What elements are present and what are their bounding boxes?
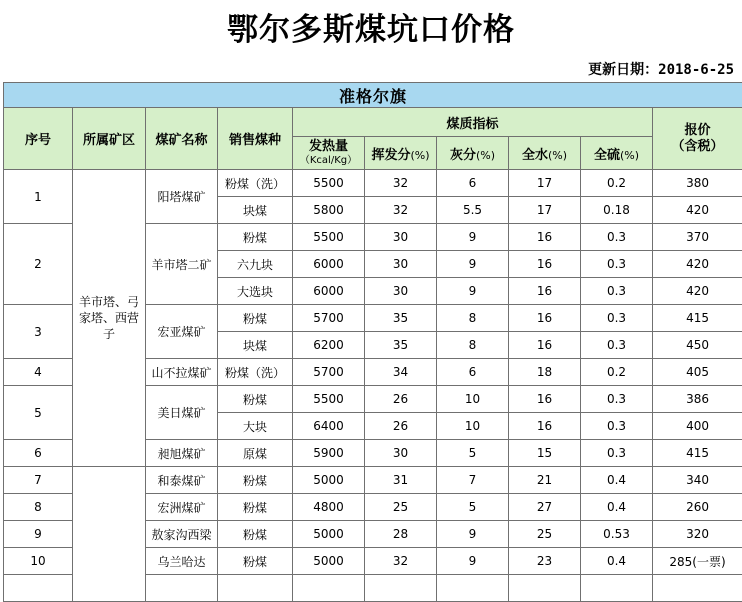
cell-seq: 6 (4, 440, 73, 467)
cell-sulfur: 0.2 (581, 170, 653, 197)
cell-moisture: 21 (509, 467, 581, 494)
cell-coal: 粉煤 (218, 386, 293, 413)
cell-moisture: 16 (509, 386, 581, 413)
cell-moisture: 16 (509, 224, 581, 251)
header-volatile-unit: (%) (410, 149, 429, 162)
cell-coal: 大选块 (218, 278, 293, 305)
cell-coal: 大块 (218, 413, 293, 440)
cell-price: 415 (653, 305, 742, 332)
cell-sulfur: 0.4 (581, 467, 653, 494)
header-ash (437, 137, 509, 170)
header-calorific-unit: （Kcal/Kg） (293, 155, 364, 167)
price-table (3, 82, 742, 602)
price-table-container (3, 82, 742, 602)
cell-calorific: 5000 (293, 521, 365, 548)
cell-seq (4, 575, 73, 602)
cell-sulfur: 0.2 (581, 359, 653, 386)
cell-mine: 昶旭煤矿 (146, 440, 218, 467)
cell-moisture: 27 (509, 494, 581, 521)
cell-sulfur: 0.3 (581, 440, 653, 467)
cell-sulfur: 0.53 (581, 521, 653, 548)
cell-coal: 粉煤 (218, 467, 293, 494)
cell-coal: 粉煤（洗） (218, 359, 293, 386)
region-row (4, 83, 742, 108)
cell-volatile: 35 (365, 332, 437, 359)
cell-calorific: 6000 (293, 278, 365, 305)
cell-ash: 5 (437, 440, 509, 467)
cell-coal: 粉煤 (218, 494, 293, 521)
header-ash-unit: (%) (476, 149, 495, 162)
update-label: 更新日期： (588, 62, 658, 78)
cell-price: 380 (653, 170, 742, 197)
cell-volatile: 28 (365, 521, 437, 548)
cell-moisture: 23 (509, 548, 581, 575)
cell-volatile: 30 (365, 251, 437, 278)
cell-price: 260 (653, 494, 742, 521)
header-coal: 销售煤种 (218, 108, 293, 170)
header-sulfur-unit: (%) (620, 149, 639, 162)
page-title: 鄂尔多斯煤坑口价格 (0, 10, 742, 50)
cell-calorific: 5800 (293, 197, 365, 224)
cell-seq: 1 (4, 170, 73, 224)
cell-area: 羊市塔、弓家塔、西营子 (73, 170, 146, 467)
cell-sulfur: 0.3 (581, 278, 653, 305)
cell-ash: 8 (437, 332, 509, 359)
cell-price: 370 (653, 224, 742, 251)
cell-mine (146, 575, 218, 602)
header-sulfur (581, 137, 653, 170)
cell-volatile (365, 575, 437, 602)
header-ash-label: 灰分 (450, 148, 476, 163)
cell-sulfur: 0.3 (581, 224, 653, 251)
cell-ash: 6 (437, 359, 509, 386)
cell-price: 340 (653, 467, 742, 494)
cell-sulfur: 0.3 (581, 413, 653, 440)
cell-ash: 7 (437, 467, 509, 494)
cell-coal: 粉煤 (218, 521, 293, 548)
cell-ash: 5 (437, 494, 509, 521)
cell-calorific: 5000 (293, 467, 365, 494)
cell-moisture: 16 (509, 332, 581, 359)
update-date (588, 61, 734, 79)
cell-sulfur: 0.3 (581, 305, 653, 332)
header-area: 所属矿区 (73, 108, 146, 170)
header-price (653, 108, 742, 170)
header-volatile-label: 挥发分 (371, 148, 410, 163)
cell-sulfur: 0.3 (581, 332, 653, 359)
header-row-1 (4, 108, 742, 137)
cell-volatile: 30 (365, 440, 437, 467)
header-price-label: 报价 (653, 123, 742, 139)
cell-calorific: 6000 (293, 251, 365, 278)
table-row (4, 170, 742, 197)
cell-ash (437, 575, 509, 602)
cell-calorific: 5500 (293, 170, 365, 197)
cell-seq: 2 (4, 224, 73, 305)
cell-volatile: 30 (365, 224, 437, 251)
cell-moisture: 16 (509, 413, 581, 440)
header-calorific (293, 137, 365, 170)
cell-sulfur: 0.3 (581, 386, 653, 413)
cell-volatile: 26 (365, 386, 437, 413)
cell-calorific: 6200 (293, 332, 365, 359)
cell-seq: 7 (4, 467, 73, 494)
cell-sulfur: 0.3 (581, 251, 653, 278)
cell-price: 450 (653, 332, 742, 359)
cell-moisture: 15 (509, 440, 581, 467)
header-price-note: （含税） (653, 139, 742, 155)
header-moisture (509, 137, 581, 170)
cell-calorific: 5000 (293, 548, 365, 575)
cell-area (73, 467, 146, 602)
cell-price (653, 575, 742, 602)
cell-price: 420 (653, 251, 742, 278)
cell-ash: 9 (437, 521, 509, 548)
cell-calorific: 6400 (293, 413, 365, 440)
cell-volatile: 26 (365, 413, 437, 440)
cell-mine: 和泰煤矿 (146, 467, 218, 494)
cell-seq: 5 (4, 386, 73, 440)
cell-sulfur: 0.18 (581, 197, 653, 224)
cell-calorific: 5500 (293, 224, 365, 251)
header-calorific-label: 发热量 (293, 139, 364, 155)
cell-moisture: 16 (509, 278, 581, 305)
cell-price: 285(一票) (653, 548, 742, 575)
cell-price: 420 (653, 278, 742, 305)
header-moisture-unit: (%) (548, 149, 567, 162)
update-date-value: 2018-6-25 (658, 62, 734, 78)
cell-calorific: 5700 (293, 305, 365, 332)
cell-ash: 9 (437, 278, 509, 305)
cell-coal: 块煤 (218, 197, 293, 224)
cell-mine: 乌兰哈达 (146, 548, 218, 575)
cell-price: 405 (653, 359, 742, 386)
cell-volatile: 35 (365, 305, 437, 332)
cell-moisture: 18 (509, 359, 581, 386)
header-seq: 序号 (4, 108, 73, 170)
cell-coal: 六九块 (218, 251, 293, 278)
cell-moisture: 16 (509, 305, 581, 332)
cell-volatile: 25 (365, 494, 437, 521)
cell-seq: 8 (4, 494, 73, 521)
cell-seq: 10 (4, 548, 73, 575)
cell-seq: 9 (4, 521, 73, 548)
cell-ash: 9 (437, 224, 509, 251)
region-title: 准格尔旗 (4, 83, 742, 108)
cell-volatile: 32 (365, 548, 437, 575)
cell-coal: 粉煤 (218, 305, 293, 332)
cell-volatile: 31 (365, 467, 437, 494)
cell-calorific: 4800 (293, 494, 365, 521)
cell-price: 386 (653, 386, 742, 413)
cell-seq: 4 (4, 359, 73, 386)
cell-calorific: 5500 (293, 386, 365, 413)
cell-volatile: 30 (365, 278, 437, 305)
cell-ash: 9 (437, 548, 509, 575)
header-volatile (365, 137, 437, 170)
cell-moisture: 16 (509, 251, 581, 278)
cell-moisture (509, 575, 581, 602)
cell-coal: 原煤 (218, 440, 293, 467)
cell-ash: 6 (437, 170, 509, 197)
cell-mine: 山不拉煤矿 (146, 359, 218, 386)
cell-volatile: 32 (365, 170, 437, 197)
cell-seq: 3 (4, 305, 73, 359)
header-moisture-label: 全水 (522, 148, 548, 163)
cell-sulfur: 0.4 (581, 548, 653, 575)
cell-mine: 阳塔煤矿 (146, 170, 218, 224)
cell-sulfur (581, 575, 653, 602)
cell-price: 420 (653, 197, 742, 224)
cell-coal: 粉煤（洗） (218, 170, 293, 197)
cell-calorific (293, 575, 365, 602)
cell-price: 400 (653, 413, 742, 440)
cell-ash: 10 (437, 413, 509, 440)
cell-ash: 8 (437, 305, 509, 332)
cell-mine: 宏洲煤矿 (146, 494, 218, 521)
cell-moisture: 17 (509, 197, 581, 224)
cell-mine: 羊市塔二矿 (146, 224, 218, 305)
header-quality: 煤质指标 (293, 108, 653, 137)
cell-price: 320 (653, 521, 742, 548)
cell-volatile: 32 (365, 197, 437, 224)
cell-coal: 粉煤 (218, 224, 293, 251)
cell-sulfur: 0.4 (581, 494, 653, 521)
table-row (4, 467, 742, 494)
cell-ash: 10 (437, 386, 509, 413)
header-sulfur-label: 全硫 (594, 148, 620, 163)
cell-ash: 5.5 (437, 197, 509, 224)
cell-calorific: 5700 (293, 359, 365, 386)
cell-price: 415 (653, 440, 742, 467)
cell-moisture: 17 (509, 170, 581, 197)
cell-coal (218, 575, 293, 602)
cell-coal: 粉煤 (218, 548, 293, 575)
cell-mine: 敖家沟西梁 (146, 521, 218, 548)
header-mine: 煤矿名称 (146, 108, 218, 170)
cell-coal: 块煤 (218, 332, 293, 359)
cell-ash: 9 (437, 251, 509, 278)
cell-mine: 美日煤矿 (146, 386, 218, 440)
cell-calorific: 5900 (293, 440, 365, 467)
cell-mine: 宏亚煤矿 (146, 305, 218, 359)
cell-moisture: 25 (509, 521, 581, 548)
cell-volatile: 34 (365, 359, 437, 386)
